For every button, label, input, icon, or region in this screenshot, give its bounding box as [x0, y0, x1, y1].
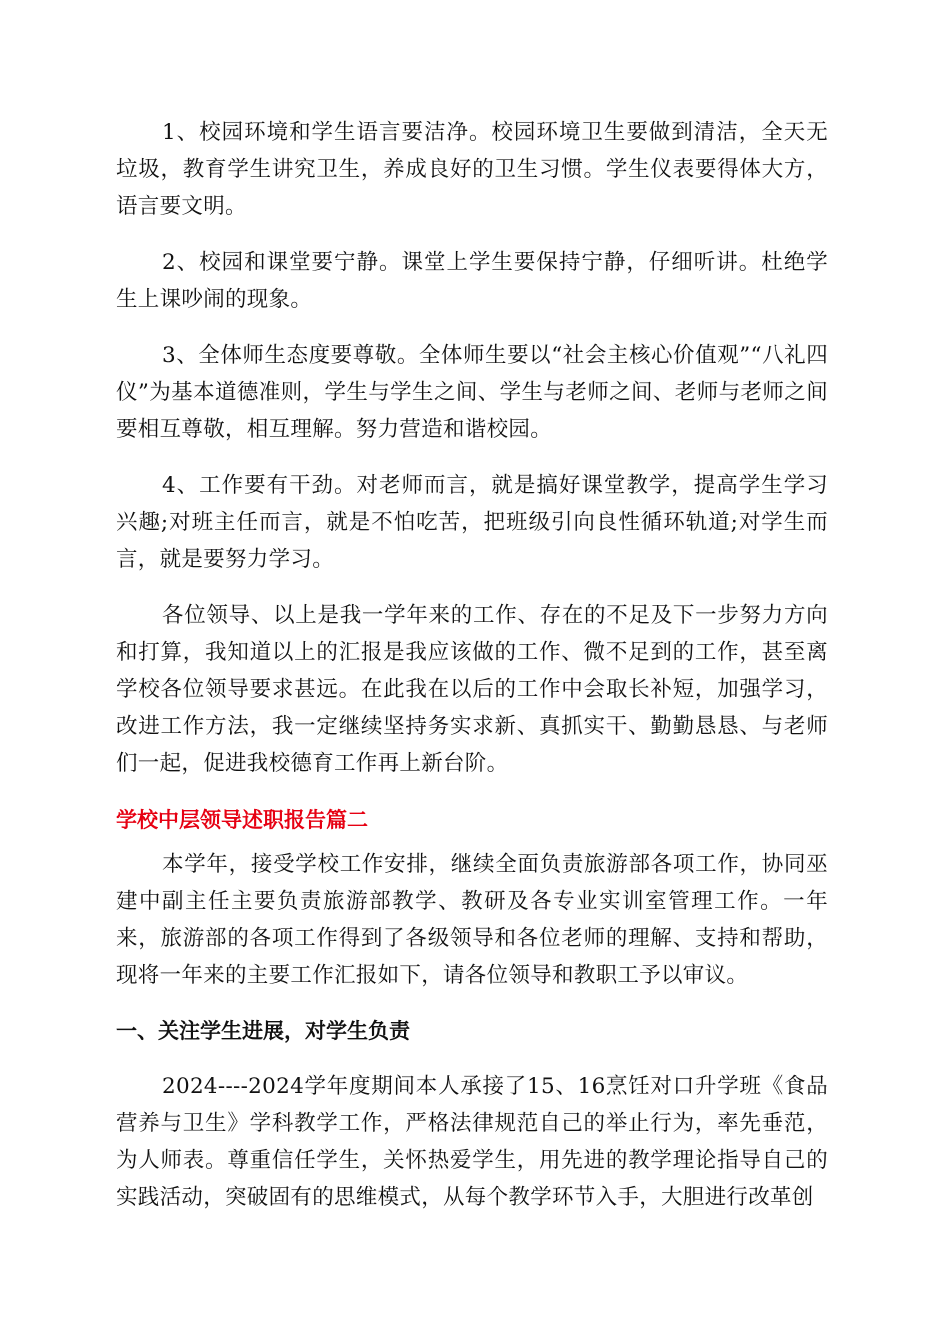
subheading: 一、关注学生进展，对学生负责 [116, 1019, 410, 1043]
paragraph-3: 3、全体师生态度要尊敬。全体师生要以“社会主核心价值观”“八礼四仪”为基本道德准则，学生与学生之间、学生与老师之间、老师与老师之间要相互尊敬，相互理解。努力营造和谐校园。 [116, 343, 828, 442]
intro-paragraph: 本学年，接受学校工作安排，继续全面负责旅游部各项工作，协同巫建中副主任主要负责旅游部教学、教研及各专业实训室管理工作。一年来，旅游部的各项工作得到了各级领导和各位老师的理解、支持和帮助，现将一年来的主要工作汇报如下，请各位领导和教职工予以审议。 [116, 852, 828, 988]
section-title: 学校中层领导述职报告篇二 [116, 808, 368, 832]
paragraph-5: 各位领导、以上是我一学年来的工作、存在的不足及下一步努力方向和打算，我知道以上的汇报是我应该做的工作、微不足到的工作，甚至离学校各位领导要求甚远。在此我在以后的工作中会取长补短，加强学习，改进工作方法，我一定继续坚持务实求新、真抓实干、勤勤恳恳、与老师们一起，促进我校德育工作再上新台阶。 [116, 603, 828, 776]
paragraph-4: 4、工作要有干劲。对老师而言，就是搞好课堂教学，提高学生学习兴趣;对班主任而言，就是不怕吃苦，把班级引向良性循环轨道;对学生而言，就是要努力学习。 [116, 473, 828, 572]
paragraph-1: 1、校园环境和学生语言要洁净。校园环境卫生要做到清洁，全天无垃圾，教育学生讲究卫生，养成良好的卫生习惯。学生仪表要得体大方，语言要文明。 [116, 120, 828, 219]
last-paragraph: 2024----2024学年度期间本人承接了15、16烹饪对口升学班《食品营养与卫生》学科教学工作，严格法律规范自己的举止行为，率先垂范，为人师表。尊重信任学生，关怀热爱学生，用先进的教学理论指导自己的实践活动，突破固有的思维模式，从每个教学环节入手，大胆进行改革创 [116, 1074, 828, 1210]
paragraph-2: 2、校园和课堂要宁静。课堂上学生要保持宁静，仔细听讲。杜绝学生上课吵闹的现象。 [116, 250, 828, 312]
